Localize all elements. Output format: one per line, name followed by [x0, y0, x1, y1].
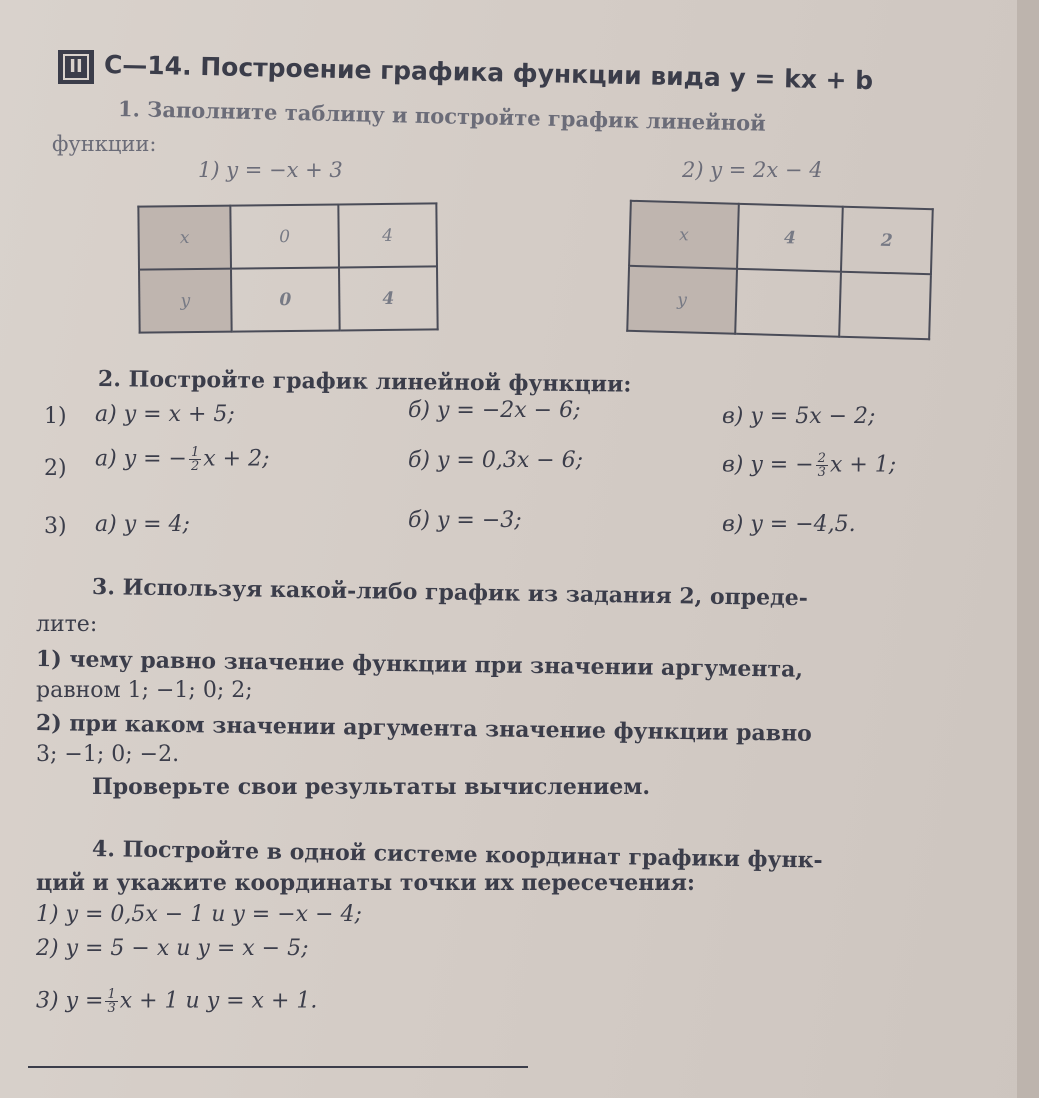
answer-line	[28, 1066, 528, 1068]
table1-y-cell-2: 4	[339, 266, 438, 330]
table1-x-header: x	[138, 206, 231, 270]
task4-item3-post: x + 1 и y = x + 1.	[119, 988, 318, 1014]
table1-y-cell-1: 0	[231, 267, 340, 331]
task2-r2-b: б) y = 0,3x − 6;	[408, 448, 584, 473]
task2-row3-num: 3)	[44, 514, 67, 539]
task2-r1-a: а) y = x + 5;	[95, 402, 235, 427]
task2-r2-a	[95, 446, 270, 473]
task3-line7: Проверьте свои результаты вычислением.	[92, 774, 651, 800]
fraction-one-half	[189, 446, 201, 473]
fraction-one-third	[105, 988, 117, 1015]
table2-y-cell-1	[735, 269, 841, 337]
task2-r1-b: б) y = −2x − 6;	[408, 398, 581, 423]
frac-numerator: 2	[817, 451, 826, 466]
task2-heading: 2. Постройте график линейной функции:	[97, 366, 632, 398]
table2-y-header: y	[627, 266, 737, 334]
level-badge	[58, 50, 94, 84]
task2-row1-num: 1)	[44, 404, 67, 429]
task2-r1-c: в) y = 5x − 2;	[722, 404, 876, 429]
task3-line5: 2) при каком значении аргумента значение функции равно	[35, 710, 813, 747]
task3-line2: лите:	[36, 612, 98, 637]
task3-line6: 3; −1; 0; −2.	[36, 742, 180, 767]
task4-item3	[36, 988, 317, 1015]
task1-text-line2: функции:	[52, 132, 157, 156]
table2-x-cell-2: 2	[841, 207, 933, 274]
section-title: С—14. Построение графика функции вида y = kx + b	[103, 50, 874, 96]
task2-row2-num: 2)	[44, 456, 67, 481]
table2-x-cell-1: 4	[737, 204, 843, 272]
task2-r2-c-pre: в) y = −	[722, 452, 814, 478]
task3-line3: 1) чему равно значение функции при значении аргумента,	[35, 646, 804, 683]
frac-denominator: 2	[190, 459, 200, 474]
table1-x-cell-2: 4	[338, 203, 437, 267]
table2-x-header: x	[629, 201, 739, 269]
task4-item1: 1) y = 0,5x − 1 и y = −x − 4;	[36, 902, 362, 927]
task2-r3-b: б) y = −3;	[408, 508, 522, 533]
task2-r2-a-pre: а) y = −	[95, 446, 187, 472]
task3-line4: равном 1; −1; 0; 2;	[36, 678, 253, 703]
task1-function-2: 2) y = 2x − 4	[682, 158, 823, 182]
frac-numerator: 1	[190, 445, 200, 460]
frac-numerator: 1	[107, 987, 116, 1002]
table2-y-cell-2	[839, 272, 931, 339]
level-badge-label: II	[63, 54, 89, 80]
table-2	[626, 200, 934, 340]
table-1	[137, 202, 438, 333]
task4-line1: 4. Постройте в одной системе координат графики функ-	[91, 836, 823, 874]
table1-y-header: y	[139, 269, 232, 333]
fraction-two-thirds	[816, 452, 828, 479]
task2-r3-a: а) y = 4;	[95, 512, 190, 537]
task4-item3-pre: 3) y =	[36, 988, 104, 1014]
task4-item2: 2) y = 5 − x и y = x − 5;	[36, 936, 309, 961]
task3-line1: 3. Используя какой-либо график из задания 2, опреде-	[91, 574, 809, 612]
task1-text-line1: 1. Заполните таблицу и постройте график линейной	[117, 96, 767, 136]
task2-r2-a-post: x + 2;	[203, 446, 270, 472]
task4-line2: ций и укажите координаты точки их пересечения:	[36, 870, 696, 896]
task1-function-1: 1) y = −x + 3	[198, 158, 343, 182]
page-edge	[1017, 0, 1039, 1098]
task2-r3-c: в) y = −4,5.	[722, 512, 856, 537]
frac-denominator: 3	[817, 465, 826, 480]
frac-denominator: 3	[107, 1001, 116, 1016]
table1-x-cell-1: 0	[230, 204, 339, 268]
task2-r2-c	[722, 452, 896, 479]
task2-r2-c-post: x + 1;	[829, 452, 897, 478]
